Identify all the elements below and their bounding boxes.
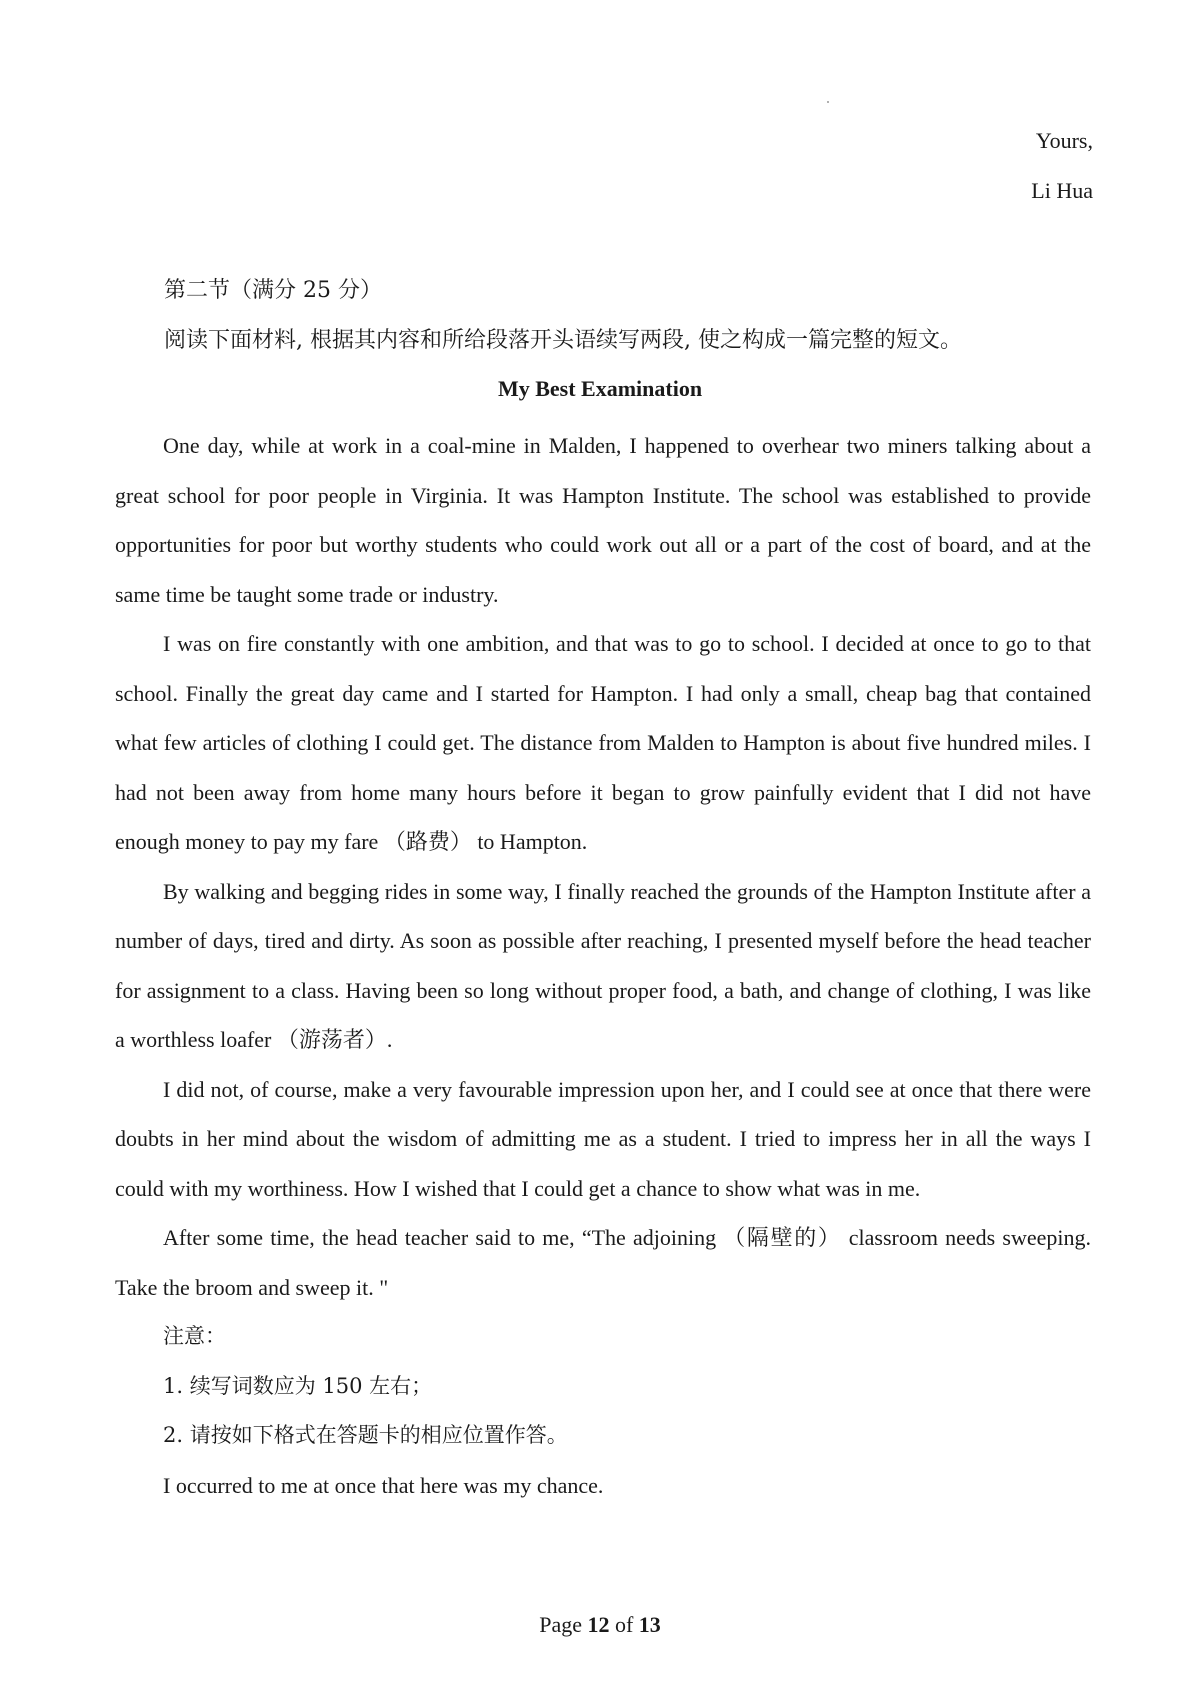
scan-speck [827,101,829,103]
notes-item: 1. 续写词数应为 150 左右； [163,1373,433,1398]
page-label-middle: of [609,1612,639,1637]
section-instruction: 阅读下面材料, 根据其内容和所给段落开头语续写两段, 使之构成一篇完整的短文。 [164,328,962,353]
page-label-prefix: Page [539,1612,588,1637]
essay-paragraph: After some time, the head teacher said to me, “The adjoining （隔壁的） classroom needs sweeping. Take the broom and sweep it. " [115,1225,1091,1300]
section-heading: 第二节（满分 25 分） [164,278,382,303]
essay-paragraph: I was on fire constantly with one ambition, and that was to go to school. I decided at once to go to that school. Finally the great day came and I started for Hampton. I had only a small, cheap bag that contained what few articles of clothing I could get. The distance from Malden to Hampton is about five hundred miles. I had not been away from home many hours before it began to grow painfully evident that I did not have enough money to pay my fare （路费） to Hampton. [115,631,1091,854]
notes-label: 注意： [163,1324,226,1348]
letter-signature: Li Hua [1031,178,1093,203]
essay-paragraph: One day, while at work in a coal-mine in Malden, I happened to overhear two miners talking about a great school for poor people in Virginia. It was Hampton Institute. The school was established to provide opportunities for poor but worthy students who could work out all or a part of the cost of board, and at the same time be taught some trade or industry. [115,433,1091,607]
essay-paragraph: I did not, of course, make a very favourable impression upon her, and I could see at once that there were doubts in her mind about the wisdom of admitting me as a student. I tried to impress her in all the ways I could with my worthiness. How I wished that I could get a chance to show what was in me. [115,1076,1091,1201]
continuation-opening-line: I occurred to me at once that here was my chance. [163,1472,604,1498]
letter-closing: Yours, [1035,128,1093,153]
notes-item: 2. 请按如下格式在答题卡的相应位置作答。 [163,1423,568,1447]
current-page: 12 [587,1612,610,1637]
essay-body [115,421,1091,1510]
essay-paragraph: By walking and begging rides in some way, I finally reached the grounds of the Hampton Institute after a number of days, tired and dirty. As soon as possible after reaching, I presented myself before the head teacher for assignment to a class. Having been so long without proper food, a bath, and change of clothing, I was like a worthless loafer （游荡者）. [115,878,1091,1052]
essay-title: My Best Examination [497,376,703,401]
total-pages: 13 [638,1612,661,1637]
page-number [0,1611,1200,1639]
